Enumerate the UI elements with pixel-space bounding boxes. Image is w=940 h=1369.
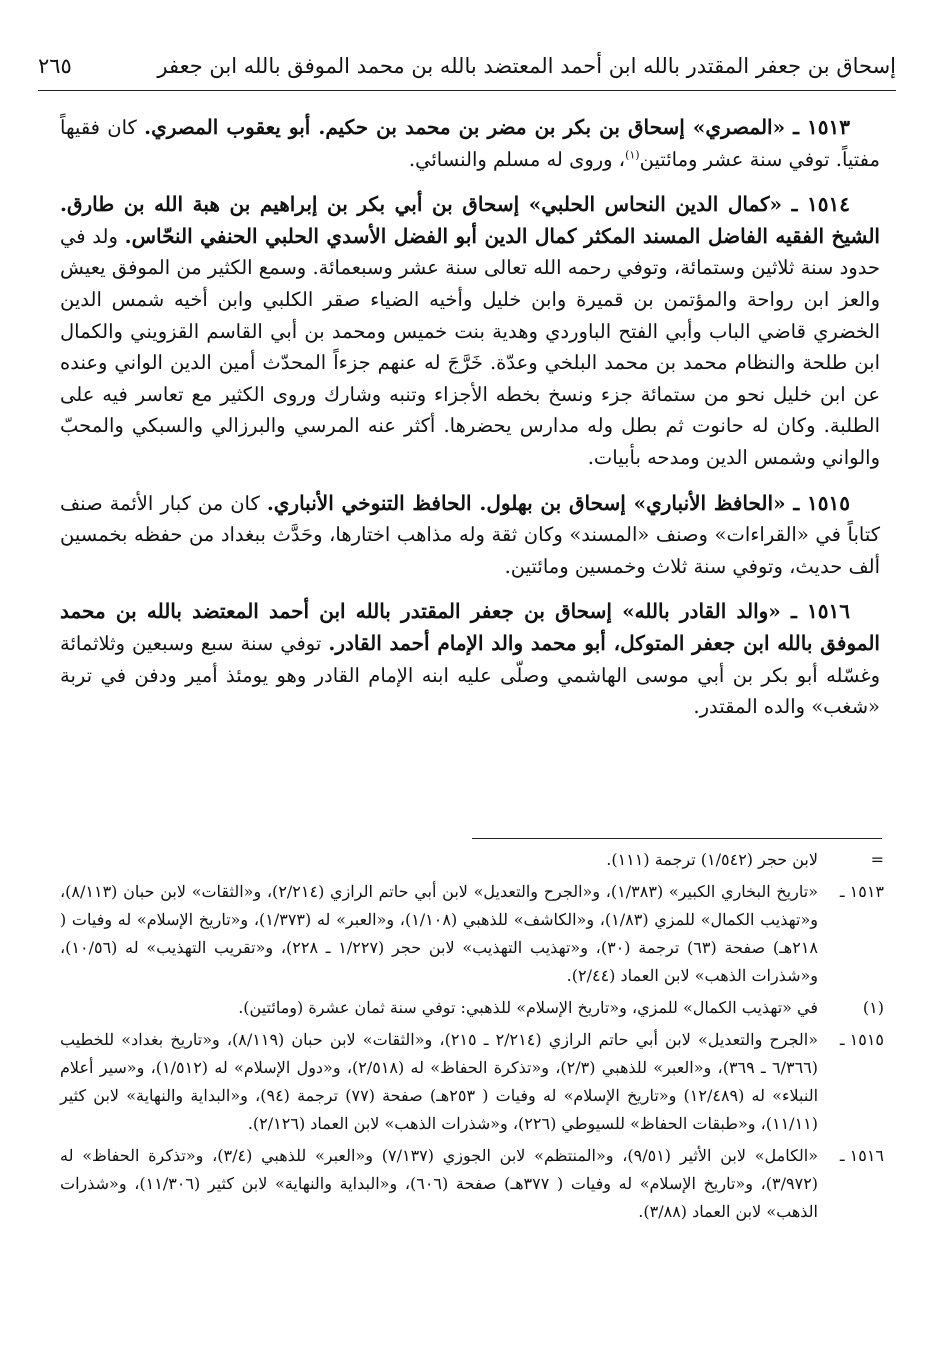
running-header-title: إسحاق بن جعفر المقتدر بالله ابن أحمد المعتضد بالله بن محمد الموفق بالله ابن جعفر (157, 54, 896, 78)
main-text (60, 112, 880, 737)
entry-body-continued: ، وروى له مسلم والنسائي. (408, 147, 626, 171)
running-header (38, 50, 896, 91)
entry-1515 (60, 488, 880, 583)
footnote-text: في «تهذيب الكمال» للمزي، و«تاريخ الإسلام» للذهبي: توفي سنة ثمان عشرة (ومائتين). (238, 998, 818, 1017)
entry-body: كان من كبار الأئمة صنف كتاباً في «القراءات» وصنف «المسند» وكان ثقة وله مذاهب اختارها، وحَدَّث ببغداد من حفظه بخمسين ألف حديث، وتوفي سنة ثلاث وخمسين ومائتين. (60, 491, 880, 578)
page-number: ٢٦٥ (38, 54, 72, 78)
footnote-label: = (870, 850, 884, 869)
entry-body: كان فقيهاً مفتياً. توفي سنة عشر ومائتين (60, 116, 880, 171)
entry-1514 (60, 189, 880, 473)
footnote-1515 (60, 1026, 884, 1138)
footnote-label: ١٥١٦ ـ (839, 1146, 884, 1165)
footnotes (60, 846, 884, 1230)
footnote-label: (١) (862, 998, 884, 1017)
footnote-text: «الكامل» لابن الأثير (٩/٥١)، و«المنتظم» لابن الجوزي (٧/١٣٧) و«العبر» للذهبي (٣/٤)، و«تذكرة الحفاظ» له (٣/٩٧٢)، و«تاريخ الإسلام» له وفيات ( ٣٧٧هـ) صفحة (٦٠٦)، و«البداية والنهاية» لابن كثير (١١/٣٠٦)، و«شذرات الذهب» لابن العماد (٣/٨٨). (60, 1146, 819, 1221)
footnote-1516 (60, 1142, 884, 1226)
footnote-separator (472, 838, 882, 839)
entry-1513 (60, 112, 880, 175)
entry-heading: ١٥١٥ ـ «الحافظ الأنباري» إسحاق بن بهلول. الحافظ التنوخي الأنباري. (266, 490, 850, 515)
footnote-text: «الجرح والتعديل» لابن أبي حاتم الرازي (٢/٢١٤ ـ ٢١٥)، و«الثقات» لابن حبان (٨/١١٩)، و«تاريخ بغداد» للخطيب (٦/٣٦٦ ـ ٣٦٩)، و«العبر» للذهبي (٢/٣)، و«تذكرة الحفاظ» له (٢/٥١٨)، و«دول الإسلام» له (١/٥١٢)، و«سير أعلام النبلاء» له (١٢/٤٨٩) و«تاريخ الإسلام» له وفيات ( ٢٥٣هـ) صفحة (٧٧) ترجمة (٩٤)، و«البداية والنهاية» لابن كثير (١١/١١)، و«طبقات الحفاظ» للسيوطي (٢٢٦)، و«شذرات الذهب» لابن العماد (٢/١٢٦). (60, 1030, 819, 1133)
footnote-reference: (١) (625, 148, 640, 162)
footnote-text: لابن حجر (١/٥٤٢) ترجمة (١١١). (606, 850, 818, 869)
footnote-note-1 (60, 994, 884, 1022)
footnote-text: «تاريخ البخاري الكبير» (١/٣٨٣)، و«الجرح والتعديل» لابن أبي حاتم الرازي (٢/٢١٤)، و«الثقات» لابن حبان (٨/١١٣)، و«تهذيب الكمال» للمزي (١/٨٣)، و«الكاشف» للذهبي (١/١٠٨)، و«العبر» له (١/٣٧٣)، و«تاريخ الإسلام» له وفيات ( ٢١٨هـ) صفحة (٦٣) ترجمة (٣٠)، و«تهذيب التهذيب» لابن حجر (١/٢٢٧ ـ ٢٢٨)، و«تقريب التهذيب» له (١٠/٥٦)، و«شذرات الذهب» لابن العماد (٢/٤٤). (60, 882, 819, 985)
footnote-1513 (60, 878, 884, 990)
entry-body: ولد في حدود سنة ثلاثين وستمائة، وتوفي رحمه الله تعالى سنة عشر وسبعمائة. وسمع الكثير من الموفق يعيش والعز ابن رواحة والمؤتمن بن قميرة وابن خليل وأخيه الضياء صقر الكلبي وابن أخيه شمس الدين الخضري قاضي الباب وأبي الفتح الباوردي وهدية بنت خميس ومحمد بن أبي القاسم القزويني والكمال ابن طلحة والنظام محمد بن محمد البلخي وعدّة. خَرَّجَ له عنهم جزءاً المحدّث أمين الدين الواني وعنده عن ابن خليل نحو من ستمائة جزء ونسخ بخطه الأجزاء وتنبه وشارك وروى الكثير مع تعاسر فيه على الطلبة. وكان له حانوت ثم بطل وله مدارس يحضرها. أكثر عنه المرسي والبرزالي والسبكي والمحبّ والواني وشمس الدين ومدحه بأبيات. (60, 224, 880, 469)
entry-heading: ١٥١٣ ـ «المصري» إسحاق بن بكر بن مضر بن محمد بن حكيم. أبو يعقوب المصري. (144, 115, 850, 139)
footnote-label: ١٥١٣ ـ (839, 882, 884, 901)
entry-body: توفي سنة سبع وسبعين وثلاثمائة وغسّله أبو بكر بن أبي موسى الهاشمي وصلّى عليه ابنه الإمام القادر وهو يومئذ أمير ودفن في تربة «شغب» والده المقتدر. (60, 631, 880, 719)
entry-heading: ١٥١٤ ـ «كمال الدين النحاس الحلبي» إسحاق بن أبي بكر بن إبراهيم بن هبة الله بن طارق. الشيخ الفقيه الفاضل المسند المكثر كمال الدين أبو الفضل الأسدي الحلبي الحنفي النحّاس. (60, 192, 880, 248)
entry-heading: ١٥١٦ ـ «والد القادر بالله» إسحاق بن جعفر المقتدر بالله ابن أحمد المعتضد بالله بن محمد الموفق بالله ابن جعفر المتوكل، أبو محمد والد الإمام أحمد القادر. (60, 599, 880, 655)
footnote-label: ١٥١٥ ـ (839, 1030, 884, 1049)
entry-1516 (60, 596, 880, 722)
footnote-continuation (60, 846, 884, 874)
